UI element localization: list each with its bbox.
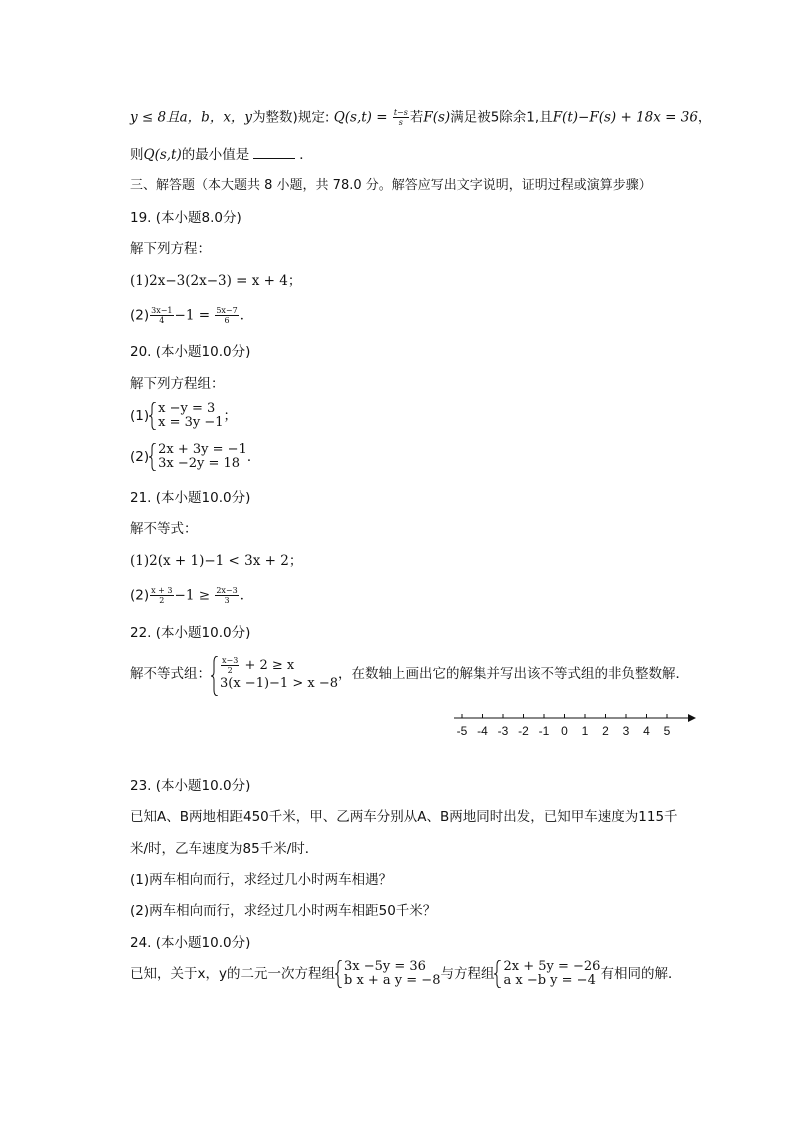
label: (2) xyxy=(130,587,150,604)
equation: 2x + 3y = −1 xyxy=(158,442,247,457)
fraction xyxy=(393,108,409,127)
fraction xyxy=(221,656,239,675)
text: 已知，关于x，y的二元一次方程组 xyxy=(130,966,335,982)
math: F(t)−F(s) + 18x = 36 xyxy=(552,109,698,126)
numerator: t−s xyxy=(393,108,408,117)
denominator: s xyxy=(398,118,403,127)
number-line-tick-label: 4 xyxy=(643,724,650,738)
number-line xyxy=(450,708,700,742)
question-20-part-1 xyxy=(130,402,237,430)
brace-icon xyxy=(211,656,219,696)
math: −1 = xyxy=(174,307,215,324)
question-21-heading: 21. (本小题10.0分) xyxy=(130,490,251,506)
inequality-2: 3(x −1)−1 > x −8 xyxy=(220,676,338,691)
denominator: 4 xyxy=(159,316,165,325)
question-23-part-2: (2)两车相向而行，求经过几小时两车相距50千米？ xyxy=(130,903,437,919)
question-21-part-2 xyxy=(130,586,253,605)
number-line-tick-label: 5 xyxy=(663,724,671,738)
question-19-heading: 19. (本小题8.0分) xyxy=(130,210,242,226)
number-line-tick-label: 0 xyxy=(561,724,568,738)
question-23-part-1: (1)两车相向而行，求经过几小时两车相遇？ xyxy=(130,872,393,888)
inequality-1 xyxy=(220,656,338,676)
denominator: 6 xyxy=(224,316,230,325)
number-line-tick-label: 1 xyxy=(581,724,589,738)
brace-icon xyxy=(149,402,157,430)
text: ． xyxy=(239,587,254,604)
text: a，b，x，y xyxy=(179,109,253,126)
text: ， xyxy=(697,109,712,126)
text: 为整数)规定: xyxy=(252,109,330,126)
equation-system xyxy=(149,402,223,430)
equation: x = 3y −1 xyxy=(158,415,224,430)
equation: 2x + 5y = −26 xyxy=(503,959,601,974)
text: ； xyxy=(223,408,238,424)
text: 的最小值是 xyxy=(181,147,250,163)
numerator: x−3 xyxy=(222,656,239,665)
text: 有相同的解． xyxy=(600,966,682,982)
equation: b x + a y = −8 xyxy=(343,973,441,988)
equation: 3x −2y = 18 xyxy=(158,456,241,471)
number-line-tick-label: -4 xyxy=(477,724,488,738)
fraction xyxy=(150,306,173,325)
text: 满足被5除余1,且 xyxy=(450,109,553,126)
answer-blank xyxy=(253,146,295,159)
numerator: x + 3 xyxy=(151,586,173,595)
text: ． xyxy=(299,147,313,163)
question-21-part-1: (1)2(x + 1)−1 < 3x + 2； xyxy=(130,553,303,569)
question-19-intro: 解下列方程： xyxy=(130,241,211,257)
number-line-tick-label: -1 xyxy=(538,724,550,738)
section-heading: 三、解答题（本大题共 8 小题，共 78.0 分。解答应写出文字说明，证明过程或演算步骤） xyxy=(130,178,652,193)
denominator: 2 xyxy=(159,596,165,605)
equation-system xyxy=(149,443,247,471)
math: −1 ≥ xyxy=(174,587,215,604)
brace-icon xyxy=(335,960,343,988)
numerator: 3x−1 xyxy=(151,306,173,315)
question-19-part-2 xyxy=(130,306,253,325)
equation: x −y = 3 xyxy=(158,401,216,416)
question-20-heading: 20. (本小题10.0分) xyxy=(130,344,251,360)
text: 与方程组 xyxy=(440,966,495,982)
text: y ≤ 8且 xyxy=(130,109,180,126)
question-23-line-2: 米/时，乙车速度为85千米/时． xyxy=(130,841,319,857)
question-19-part-1: (1)2x−3(2x−3) = x + 4； xyxy=(130,273,302,289)
equation: 3x −5y = 36 xyxy=(343,959,426,974)
denominator: 3 xyxy=(224,596,230,605)
number-line-tick-label: 3 xyxy=(622,724,630,738)
text: ． xyxy=(239,307,254,324)
text: 解不等式组： xyxy=(130,666,211,682)
equation: a x −b y = −4 xyxy=(503,973,596,988)
label: (1) xyxy=(130,408,150,424)
math: + 2 ≥ x xyxy=(240,658,295,673)
number-line-tick-label: -2 xyxy=(518,724,529,738)
inequality-system xyxy=(211,656,338,692)
equation-system xyxy=(335,960,441,988)
number-line-tick-label: 2 xyxy=(602,724,609,738)
equation-system xyxy=(494,960,600,988)
arrow-right-icon xyxy=(688,714,696,722)
problem-18-question-line xyxy=(130,146,313,164)
question-24-text xyxy=(130,960,681,988)
text: ． xyxy=(246,449,261,465)
numerator: 2x−3 xyxy=(216,586,238,595)
number-line-tick-label: -3 xyxy=(497,724,509,738)
text: 则 xyxy=(130,147,144,163)
number-line-tick-label: -5 xyxy=(456,724,468,738)
question-20-intro: 解下列方程组： xyxy=(130,376,225,392)
question-24-heading: 24. (本小题10.0分) xyxy=(130,935,251,951)
question-22-text xyxy=(130,656,689,692)
text: 若 xyxy=(409,109,424,126)
math-q: Q(s,t) = xyxy=(333,109,392,126)
problem-18-condition-line xyxy=(130,108,711,127)
numerator: 5x−7 xyxy=(216,306,238,315)
fraction xyxy=(215,306,238,325)
question-23-heading: 23. (本小题10.0分) xyxy=(130,778,251,794)
fraction xyxy=(215,586,238,605)
label: (2) xyxy=(130,307,150,324)
denominator: 2 xyxy=(227,666,233,675)
brace-icon xyxy=(149,443,157,471)
math: Q(s,t) xyxy=(143,147,182,163)
question-22-heading: 22. (本小题10.0分) xyxy=(130,625,251,641)
text: ，在数轴上画出它的解集并写出该不等式组的非负整数解． xyxy=(338,666,689,682)
question-20-part-2 xyxy=(130,443,260,471)
question-23-line-1: 已知A、B两地相距450千米，甲、乙两车分别从A、B两地同时出发，已知甲车速度为115千 xyxy=(130,809,678,825)
brace-icon xyxy=(494,960,502,988)
label: (2) xyxy=(130,449,150,465)
fraction xyxy=(150,586,173,605)
math: F(s) xyxy=(423,109,451,126)
question-21-intro: 解不等式： xyxy=(130,521,198,537)
